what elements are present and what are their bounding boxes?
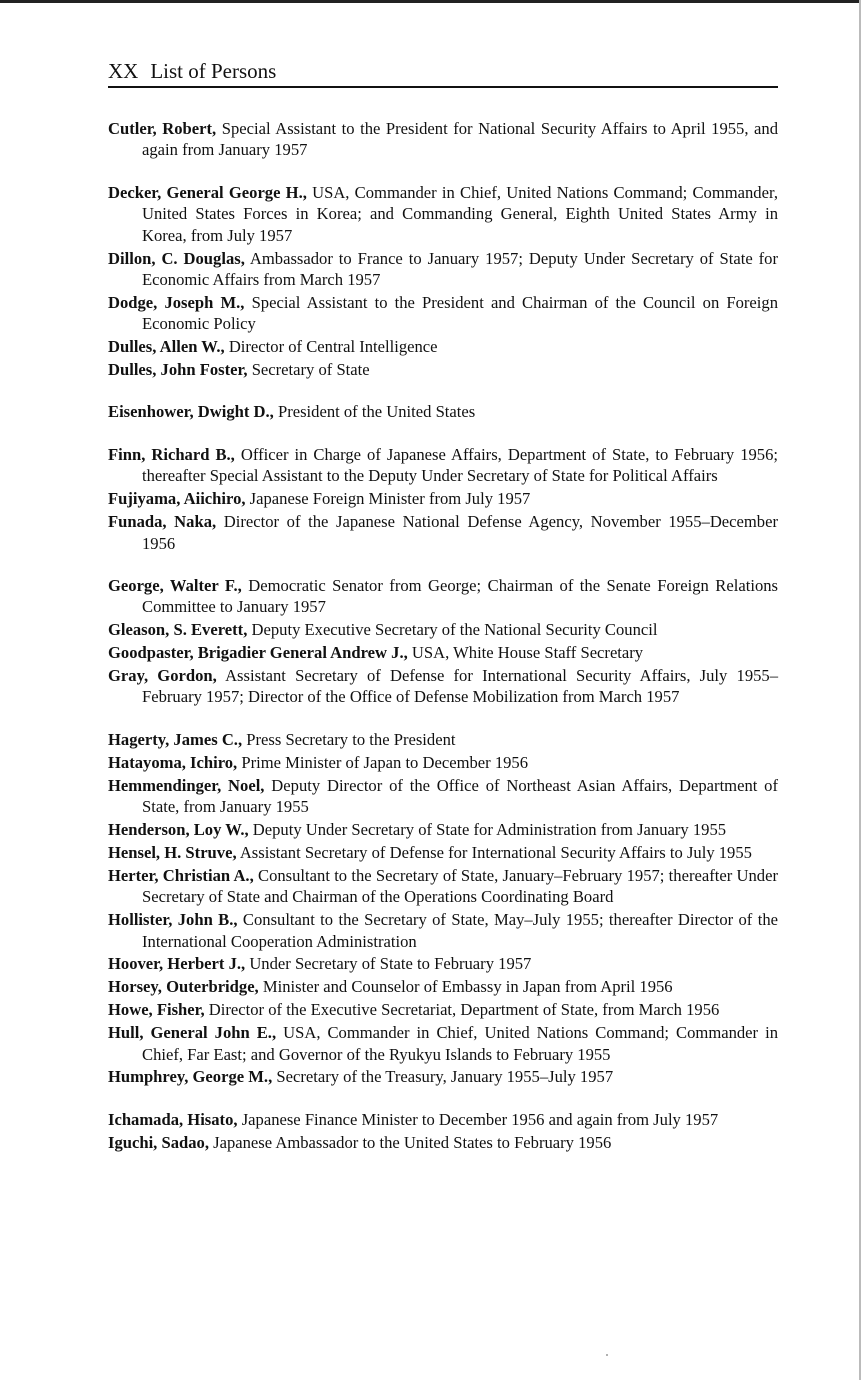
person-name: Eisenhower, Dwight D., bbox=[108, 402, 274, 422]
person-entry bbox=[108, 775, 778, 818]
person-entry bbox=[108, 248, 778, 291]
person-name: Gray, Gordon, bbox=[108, 666, 217, 686]
person-entry bbox=[108, 511, 778, 554]
person-name: Fujiyama, Aiichiro, bbox=[108, 489, 246, 509]
person-entry bbox=[108, 953, 778, 974]
person-name: Dillon, C. Douglas, bbox=[108, 248, 245, 268]
person-description: Special Assistant to the President and Chairman of the Council on Foreign Economic Policy bbox=[142, 292, 778, 334]
person-name: Decker, General George H., bbox=[108, 182, 307, 202]
person-name: George, Walter F., bbox=[108, 575, 242, 595]
person-entry bbox=[108, 359, 778, 380]
person-name: Humphrey, George M., bbox=[108, 1067, 273, 1087]
person-description: USA, Commander in Chief, United Nations Command; Commander, United States Forces in Korea; and Commanding General, Eighth United States Army in Korea, from July 1957 bbox=[142, 182, 778, 245]
person-entry bbox=[108, 444, 778, 487]
person-entry bbox=[108, 999, 778, 1020]
person-description: Ambassador to France to January 1957; Deputy Under Secretary of State for Economic Affairs from March 1957 bbox=[142, 248, 778, 289]
person-entry bbox=[108, 488, 778, 509]
person-description: Consultant to the Secretary of State, May–July 1955; thereafter Director of the International Cooperation Administration bbox=[142, 910, 778, 951]
person-entry bbox=[108, 118, 778, 161]
person-name: Cutler, Robert, bbox=[108, 119, 217, 138]
scan-speck bbox=[606, 1354, 608, 1356]
person-description: President of the United States bbox=[277, 402, 476, 422]
person-name: Funada, Naka, bbox=[108, 512, 217, 532]
person-name: Herter, Christian A., bbox=[108, 865, 254, 885]
person-description: Director of Central Intelligence bbox=[228, 337, 438, 357]
person-entry bbox=[108, 575, 778, 618]
person-entry bbox=[108, 292, 778, 335]
person-description: Under Secretary of State to February 1957 bbox=[249, 954, 532, 974]
person-description: Deputy Under Secretary of State for Administration from January 1955 bbox=[252, 819, 727, 839]
person-name: Hensel, H. Struve, bbox=[108, 842, 237, 862]
person-entry bbox=[108, 642, 778, 663]
person-description: Special Assistant to the President for National Security Affairs to April 1955, and again from January 1957 bbox=[142, 119, 779, 160]
person-name: Hull, General John E., bbox=[108, 1023, 277, 1043]
person-name: Iguchi, Sadao, bbox=[108, 1132, 209, 1152]
person-description: Japanese Foreign Minister from July 1957 bbox=[249, 489, 531, 509]
person-entry bbox=[108, 909, 778, 952]
person-name: Dulles, John Foster, bbox=[108, 360, 248, 380]
person-description: USA, White House Staff Secretary bbox=[411, 643, 644, 663]
person-description: USA, Commander in Chief, United Nations Command; Commander in Chief, Far East; and Governor of the Ryukyu Islands to February 1955 bbox=[142, 1023, 778, 1064]
person-entry bbox=[108, 752, 778, 773]
person-entry bbox=[108, 1066, 778, 1087]
person-description: Secretary of the Treasury, January 1955–July 1957 bbox=[276, 1067, 614, 1087]
person-entry bbox=[108, 819, 778, 840]
person-name: Horsey, Outerbridge, bbox=[108, 977, 259, 997]
person-entry bbox=[108, 665, 778, 708]
person-entry bbox=[108, 865, 778, 908]
person-description: Assistant Secretary of Defense for International Security Affairs, July 1955–February 1957; Director of the Office of Defense Mobilization from March 1957 bbox=[142, 666, 779, 707]
person-name: Henderson, Loy W., bbox=[108, 819, 249, 839]
person-description: Minister and Counselor of Embassy in Japan from April 1956 bbox=[262, 977, 673, 997]
person-description: Consultant to the Secretary of State, January–February 1957; thereafter Under Secretary of State and Chairman of the Operations Coordinating Board bbox=[142, 865, 778, 907]
person-name: Howe, Fisher, bbox=[108, 1000, 205, 1020]
person-name: Gleason, S. Everett, bbox=[108, 620, 248, 640]
person-entry bbox=[108, 401, 778, 422]
person-description: Deputy Director of the Office of Northeast Asian Affairs, Department of State, from January 1955 bbox=[142, 775, 778, 817]
top-border bbox=[0, 0, 861, 3]
person-name: Ichamada, Hisato, bbox=[108, 1109, 238, 1129]
person-description: Director of the Japanese National Defense Agency, November 1955–December 1956 bbox=[142, 512, 778, 553]
person-entry bbox=[108, 729, 778, 750]
page-title: List of Persons bbox=[150, 59, 277, 83]
person-name: Goodpaster, Brigadier General Andrew J., bbox=[108, 643, 408, 663]
person-description: Democratic Senator from George; Chairman of the Senate Foreign Relations Committee to January 1957 bbox=[142, 575, 778, 617]
person-name: Dodge, Joseph M., bbox=[108, 292, 245, 312]
person-description: Japanese Finance Minister to December 1956 and again from July 1957 bbox=[241, 1109, 719, 1129]
person-description: Prime Minister of Japan to December 1956 bbox=[241, 752, 529, 772]
person-name: Hollister, John B., bbox=[108, 910, 238, 930]
person-description: Director of the Executive Secretariat, Department of State, from March 1956 bbox=[208, 1000, 720, 1020]
person-name: Hagerty, James C., bbox=[108, 729, 243, 749]
person-description: Japanese Ambassador to the United States to February 1956 bbox=[213, 1132, 612, 1152]
person-name: Hatayoma, Ichiro, bbox=[108, 752, 238, 772]
person-entry bbox=[108, 842, 778, 863]
person-name: Dulles, Allen W., bbox=[108, 337, 225, 357]
person-entry bbox=[108, 976, 778, 997]
person-entry bbox=[108, 1132, 778, 1153]
page-number: XX bbox=[108, 59, 139, 83]
page-header bbox=[108, 58, 778, 88]
person-name: Hoover, Herbert J., bbox=[108, 954, 246, 974]
person-entry bbox=[108, 1109, 778, 1130]
person-description: Deputy Executive Secretary of the National Security Council bbox=[251, 620, 658, 640]
person-description: Assistant Secretary of Defense for International Security Affairs to July 1955 bbox=[239, 842, 752, 862]
person-name: Hemmendinger, Noel, bbox=[108, 775, 265, 795]
person-entry bbox=[108, 1022, 778, 1065]
person-name: Finn, Richard B., bbox=[108, 444, 235, 464]
person-description: Officer in Charge of Japanese Affairs, Department of State, to February 1956; thereafter Special Assistant to the Deputy Under Secretary of State for Political Affairs bbox=[142, 444, 779, 486]
person-description: Press Secretary to the President bbox=[246, 729, 456, 749]
person-entry bbox=[108, 182, 778, 246]
persons-list bbox=[108, 118, 778, 1155]
person-entry bbox=[108, 336, 778, 357]
person-description: Secretary of State bbox=[251, 360, 370, 380]
person-entry bbox=[108, 619, 778, 640]
